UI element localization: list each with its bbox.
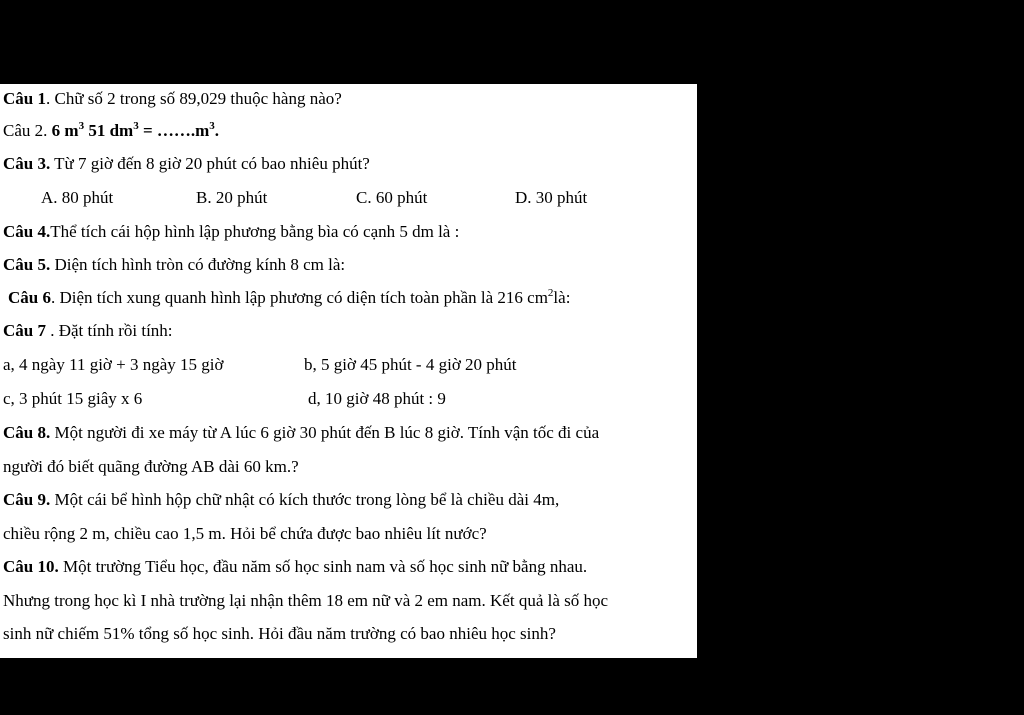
question-text: Một trường Tiểu học, đầu năm số học sinh nam và số học sinh nữ bằng nhau. bbox=[58, 557, 588, 576]
question-10-line2: Nhưng trong học kì I nhà trường lại nhận thêm 18 em nữ và 2 em nam. Kết quả là số học bbox=[3, 591, 609, 610]
task-d: d, 10 giờ 48 phút : 9 bbox=[308, 389, 446, 408]
question-text: Một người đi xe máy từ A lúc 6 giờ 30 phút đến B lúc 8 giờ. Tính vận tốc đi của bbox=[50, 423, 600, 442]
exponent: 3 bbox=[209, 120, 215, 132]
exponent: 2 bbox=[547, 287, 554, 299]
question-8 bbox=[3, 423, 599, 443]
worksheet-page bbox=[0, 84, 697, 658]
exponent: 3 bbox=[78, 120, 85, 132]
option-b: B. 20 phút bbox=[196, 188, 268, 207]
question-3 bbox=[3, 154, 370, 174]
option-a: A. 80 phút bbox=[41, 188, 114, 207]
task-b: b, 5 giờ 45 phút - 4 giờ 20 phút bbox=[304, 355, 517, 374]
question-text: Diện tích hình tròn có đường kính 8 cm là: bbox=[50, 255, 346, 274]
question-text-tail: là: bbox=[553, 288, 571, 307]
question-2 bbox=[3, 121, 219, 141]
task-a: a, 4 ngày 11 giờ + 3 ngày 15 giờ bbox=[3, 355, 224, 374]
task-c: c, 3 phút 15 giây x 6 bbox=[3, 389, 143, 408]
option-d: D. 30 phút bbox=[515, 188, 588, 207]
question-number: Câu 1 bbox=[3, 89, 46, 108]
question-text: . Đặt tính rồi tính: bbox=[45, 321, 173, 340]
question-6 bbox=[8, 288, 570, 308]
question-number: Câu 4. bbox=[3, 222, 51, 241]
expr-part: 6 m bbox=[47, 121, 79, 140]
expr-part: = …….m bbox=[138, 121, 210, 140]
question-1 bbox=[3, 89, 342, 109]
question-number: Câu 6 bbox=[8, 288, 51, 307]
question-number: Câu 9. bbox=[3, 490, 51, 509]
question-8-line2: người đó biết quãng đường AB dài 60 km.? bbox=[3, 457, 299, 476]
question-number: Câu 5. bbox=[3, 255, 51, 274]
expr-part: 51 dm bbox=[84, 121, 134, 140]
question-number: Câu 2. bbox=[3, 121, 48, 140]
question-5 bbox=[3, 255, 345, 275]
question-number: Câu 7 bbox=[3, 321, 46, 340]
question-text: Thể tích cái hộp hình lập phương bằng bìa có cạnh 5 dm là : bbox=[50, 222, 460, 241]
question-4 bbox=[3, 222, 459, 242]
question-text: . Chữ số 2 trong số 89,029 thuộc hàng nào? bbox=[45, 89, 342, 108]
question-10-line3: sinh nữ chiếm 51% tổng số học sinh. Hỏi đầu năm trường có bao nhiêu học sinh? bbox=[3, 624, 556, 643]
question-9-line2: chiều rộng 2 m, chiều cao 1,5 m. Hỏi bể chứa được bao nhiêu lít nước? bbox=[3, 524, 487, 543]
question-7 bbox=[3, 321, 173, 341]
question-text: Từ 7 giờ đến 8 giờ 20 phút có bao nhiêu phút? bbox=[50, 154, 370, 173]
option-c: C. 60 phút bbox=[356, 188, 428, 207]
question-number: Câu 10. bbox=[3, 557, 59, 576]
question-10 bbox=[3, 557, 587, 577]
question-9 bbox=[3, 490, 559, 510]
question-text: Một cái bể hình hộp chữ nhật có kích thước trong lòng bể là chiều dài 4m, bbox=[50, 490, 560, 509]
question-text: . Diện tích xung quanh hình lập phương có diện tích toàn phần là 216 cm bbox=[50, 288, 548, 307]
expr-part: . bbox=[214, 121, 220, 140]
question-number: Câu 3. bbox=[3, 154, 51, 173]
question-number: Câu 8. bbox=[3, 423, 51, 442]
exponent: 3 bbox=[133, 120, 139, 132]
